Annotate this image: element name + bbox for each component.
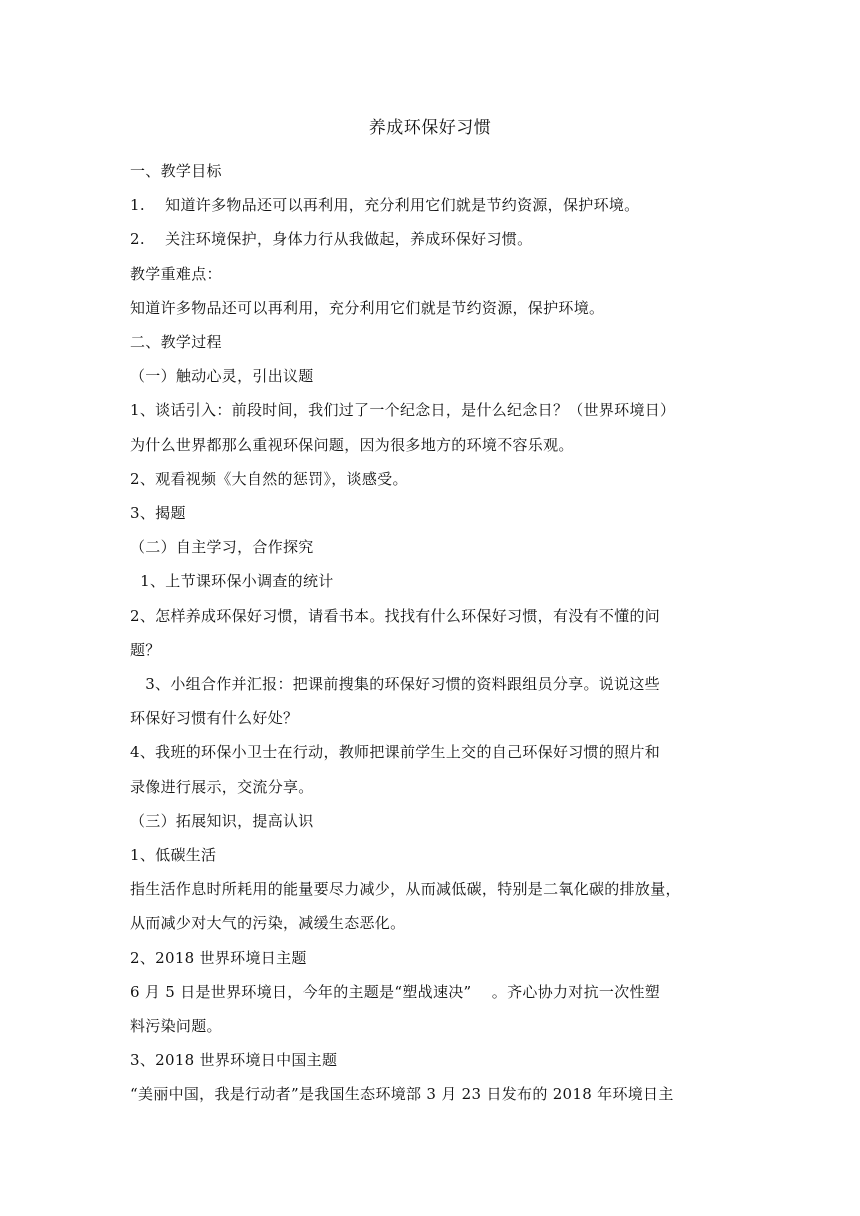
objective-item-1: 1. 知道许多物品还可以再利用，充分利用它们就是节约资源，保护环境。 bbox=[130, 196, 640, 215]
objective-item-2: 2. 关注环境保护，身体力行从我做起，养成环保好习惯。 bbox=[130, 230, 533, 249]
paragraph-line: 6 月 5 日是世界环境日，今年的主题是“塑战速决” 。齐心协力对抗一次性塑 bbox=[130, 982, 661, 1001]
paragraph-line: 2、怎样养成环保好习惯，请看书本。找找有什么环保好习惯，有没有不懂的问 bbox=[130, 606, 661, 625]
paragraph-line: 环保好习惯有什么好处？ bbox=[130, 709, 299, 728]
paragraph-line: 3、揭题 bbox=[130, 504, 186, 523]
document-title: 养成环保好习惯 bbox=[368, 118, 492, 138]
document-body bbox=[130, 154, 734, 1112]
subsection-heading-1: （一）触动心灵，引出议题 bbox=[130, 367, 314, 386]
key-points-text: 知道许多物品还可以再利用，充分利用它们就是节约资源，保护环境。 bbox=[130, 298, 605, 317]
paragraph-line: 4、我班的环保小卫士在行动，教师把课前学生上交的自己环保好习惯的照片和 bbox=[130, 743, 661, 762]
paragraph-line: 指生活作息时所耗用的能量要尽力减少，从而减低碳，特别是二氧化碳的排放量， bbox=[130, 880, 681, 899]
paragraph-line: 录像进行展示，交流分享。 bbox=[130, 777, 314, 796]
section-heading-objectives: 一、教学目标 bbox=[130, 162, 222, 180]
paragraph-line: 为什么世界都那么重视环保问题，因为很多地方的环境不容乐观。 bbox=[130, 435, 574, 454]
paragraph-line: 1、谈话引入：前段时间，我们过了一个纪念日，是什么纪念日？（世界环境日） bbox=[130, 401, 676, 420]
paragraph-line: 2、2018 世界环境日主题 bbox=[130, 948, 307, 967]
paragraph-line: 题？ bbox=[130, 640, 161, 659]
key-points-heading: 教学重难点： bbox=[130, 264, 222, 283]
subsection-heading-2: （二）自主学习，合作探究 bbox=[130, 538, 314, 557]
section-heading-process: 二、教学过程 bbox=[130, 333, 222, 352]
paragraph-line: 1、低碳生活 bbox=[130, 846, 217, 865]
paragraph-line: 从而减少对大气的污染，减缓生态恶化。 bbox=[130, 914, 406, 933]
paragraph-line: 2、观看视频《大自然的惩罚》，谈感受。 bbox=[130, 469, 408, 488]
paragraph-line: “美丽中国，我是行动者”是我国生态环境部 3 月 23 日发布的 2018 年环境日主 bbox=[130, 1085, 674, 1104]
paragraph-line: 料污染问题。 bbox=[130, 1017, 222, 1036]
paragraph-line: 3、2018 世界环境日中国主题 bbox=[130, 1051, 338, 1070]
paragraph-line: 3、小组合作并汇报：把课前搜集的环保好习惯的资料跟组员分享。说说这些 bbox=[130, 675, 660, 694]
paragraph-line: 1、上节课环保小调查的统计 bbox=[130, 572, 334, 591]
subsection-heading-3: （三）拓展知识，提高认识 bbox=[130, 811, 314, 830]
